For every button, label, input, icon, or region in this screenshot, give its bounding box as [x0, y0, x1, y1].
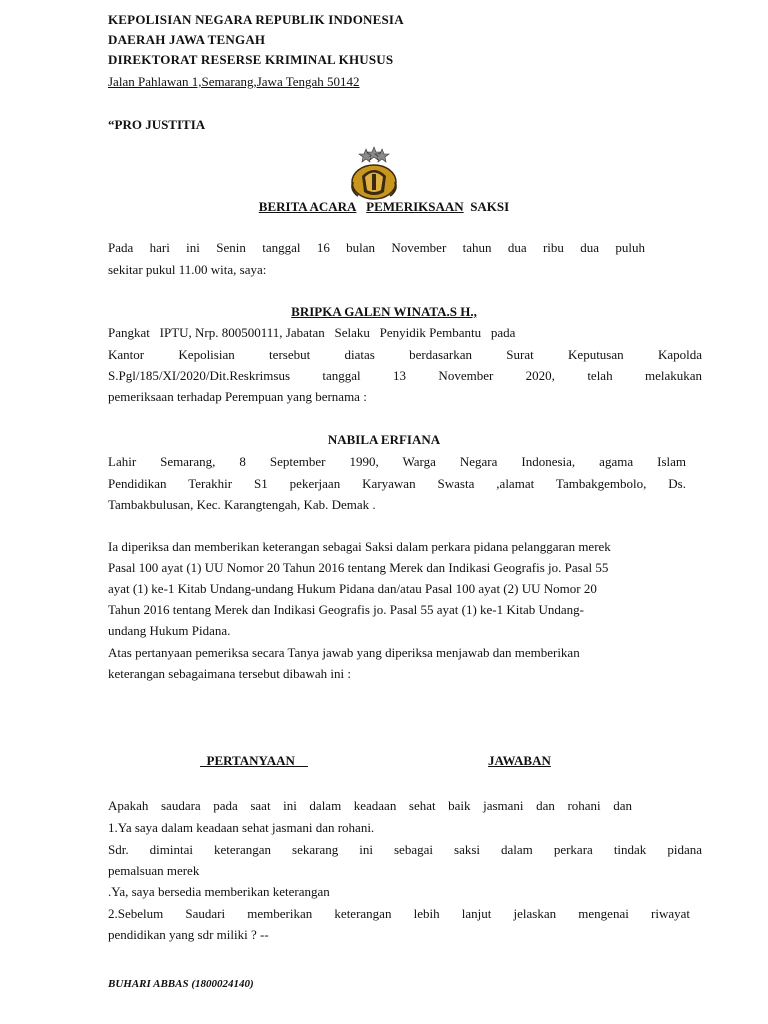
case-line-1: Ia diperiksa dan memberikan keterangan sebagai Saksi dalam perkara pidana pelanggaran merek [108, 539, 611, 554]
police-emblem-icon [344, 146, 404, 202]
witness-line-3: Tambakbulusan, Kec. Karangtengah, Kab. Demak . [108, 497, 376, 512]
title-part-3: SAKSI [470, 199, 510, 214]
intro-line-2: sekitar pukul 11.00 wita, saya: [108, 262, 267, 277]
examiner-name: BRIPKA GALEN WINATA.S H., [291, 304, 477, 319]
witness-name: NABILA ERFIANA [327, 432, 441, 447]
header-line-2: DAERAH JAWA TENGAH [108, 32, 266, 47]
title-part-2: PEMERIKSAAN [366, 199, 464, 214]
case-line-3: ayat (1) ke-1 Kitab Undang-undang Hukum Pidana dan/atau Pasal 100 ayat (2) UU Nomor 20 [108, 581, 597, 596]
document-title [0, 199, 768, 215]
witness-line-1: Lahir Semarang, 8 September 1990, Warga Negara Indonesia, agama Islam [108, 454, 686, 469]
examiner-line-4: pemeriksaan terhadap Perempuan yang bernama : [108, 389, 367, 404]
intro-line-1: Pada hari ini Senin tanggal 16 bulan November tahun dua ribu dua puluh [108, 240, 645, 255]
qa-line-5: .Ya, saya bersedia memberikan keterangan [108, 884, 330, 899]
case-line-6: Atas pertanyaan pemeriksa secara Tanya jawab yang diperiksa menjawab dan memberikan [108, 645, 580, 660]
qa-line-2: 1.Ya saya dalam keadaan sehat jasmani dan rohani. [108, 820, 375, 835]
witness-line-2: Pendidikan Terakhir S1 pekerjaan Karyawan Swasta ,alamat Tambakgembolo, Ds. [108, 476, 686, 491]
header-line-1: KEPOLISIAN NEGARA REPUBLIK INDONESIA [108, 12, 404, 27]
qa-line-1: Apakah saudara pada saat ini dalam keadaan sehat baik jasmani dan rohani dan [108, 798, 632, 813]
case-line-5: undang Hukum Pidana. [108, 623, 231, 638]
qa-line-4: pemalsuan merek [108, 863, 200, 878]
qa-line-7: pendidikan yang sdr miliki ? -- [108, 927, 269, 942]
case-line-7: keterangan sebagaimana tersebut dibawah ini : [108, 666, 351, 681]
column-header-answer: JAWABAN [488, 753, 551, 768]
pro-justitia: “PRO JUSTITIA [108, 117, 206, 132]
examiner-line-1: Pangkat IPTU, Nrp. 800500111, Jabatan Selaku Penyidik Pembantu pada [108, 325, 516, 340]
qa-line-3: Sdr. dimintai keterangan sekarang ini sebagai saksi dalam perkara tindak pidana [108, 842, 702, 857]
footer-name: BUHARI ABBAS (1800024140) [108, 978, 254, 990]
title-part-1: BERITA ACARA [258, 199, 357, 214]
case-line-4: Tahun 2016 tentang Merek dan Indikasi Geografis jo. Pasal 55 ayat (1) ke-1 Kitab Undang- [108, 602, 584, 617]
case-line-2: Pasal 100 ayat (1) UU Nomor 20 Tahun 2016 tentang Merek dan Indikasi Geografis jo. Pasal 55 [108, 560, 609, 575]
header-line-3: DIREKTORAT RESERSE KRIMINAL KHUSUS [108, 52, 394, 67]
examiner-line-3: S.Pgl/185/XI/2020/Dit.Reskrimsus tanggal 13 November 2020, telah melakukan [108, 368, 702, 383]
examiner-line-2: Kantor Kepolisian tersebut diatas berdasarkan Surat Keputusan Kapolda [108, 347, 702, 362]
column-header-question: PERTANYAAN [206, 753, 295, 768]
header-address: Jalan Pahlawan 1,Semarang,Jawa Tengah 50142 [108, 74, 360, 89]
qa-line-6: 2.Sebelum Saudari memberikan keterangan lebih lanjut jelaskan mengenai riwayat [108, 906, 690, 921]
